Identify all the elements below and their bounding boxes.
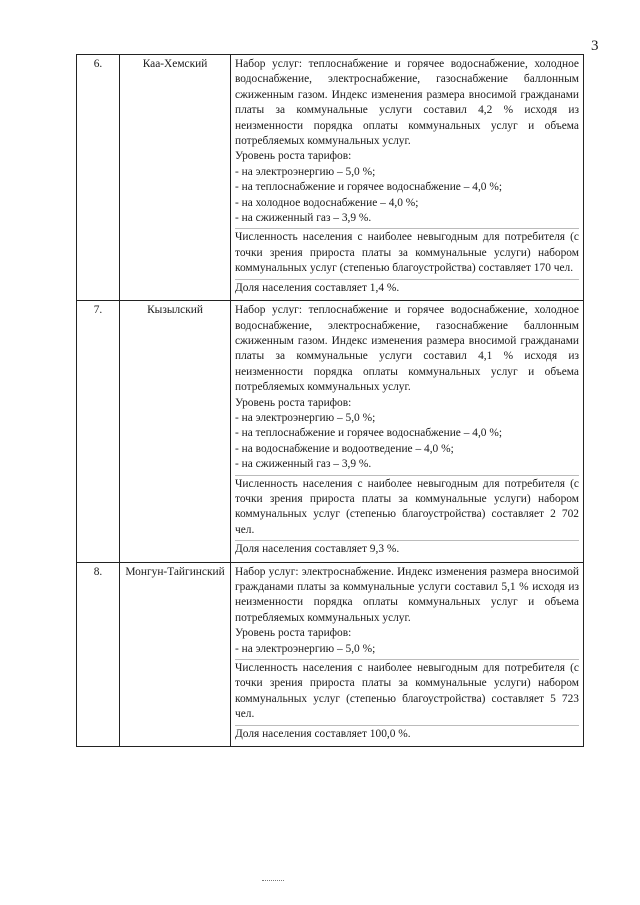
district-name: Кызылский (120, 301, 231, 563)
tariff-item: - на теплоснабжение и горячее водоснабжение – 4,0 %; (235, 427, 502, 440)
tariff-item: - на электроэнергию – 5,0 %; (235, 411, 376, 424)
tariff-heading: Уровень роста тарифов: (235, 627, 352, 640)
tariff-item: - на холодное водоснабжение – 4,0 %; (235, 196, 419, 209)
page-number: 3 (591, 38, 599, 54)
services-text: Набор услуг: электроснабжение. Индекс изменения размера вносимой гражданами платы за коммунальные услуги составил 5,1 % исходя из неизменности порядка оплаты коммунальных услуг и объема потребляемых коммунальных услуг. (235, 565, 579, 624)
population-share: Доля населения составляет 9,3 %. (235, 540, 579, 557)
row-number: 7. (77, 301, 120, 563)
row-number: 8. (77, 562, 120, 746)
services-text: Набор услуг: теплоснабжение и горячее водоснабжение, холодное водоснабжение, электроснабжение, газоснабжение баллонным сжиженным газом. Индекс изменения размера вносимой гражданами платы за коммунальные услуги составил 4,1 % исходя из неизменности порядка оплаты коммунальных услуг и объема потребляемых коммунальных услуг. (235, 304, 579, 394)
tariff-heading: Уровень роста тарифов: (235, 396, 352, 409)
population-text: Численность населения с наиболее невыгодным для потребителя (с точки зрения прироста платы за коммунальные услуги) набором коммунальных услуг (степенью благоустройства) составляет 170 чел. (235, 228, 579, 276)
regions-table (76, 54, 584, 747)
tariff-heading: Уровень роста тарифов: (235, 150, 352, 163)
district-description (231, 55, 584, 301)
tariff-item: - на сжиженный газ – 3,9 %. (235, 212, 372, 225)
population-share: Доля населения составляет 100,0 %. (235, 725, 579, 742)
population-text: Численность населения с наиболее невыгодным для потребителя (с точки зрения прироста платы за коммунальные услуги) набором коммунальных услуг (степенью благоустройства) составляет 2 702 чел. (235, 475, 579, 539)
district-description (231, 301, 584, 563)
table-row (77, 301, 584, 563)
district-name: Монгун-Тайгинский (120, 562, 231, 746)
district-description (231, 562, 584, 746)
row-number: 6. (77, 55, 120, 301)
tariff-item: - на сжиженный газ – 3,9 %. (235, 458, 372, 471)
tariff-item: - на водоснабжение и водоотведение – 4,0 %; (235, 442, 454, 455)
table-row (77, 562, 584, 746)
population-share: Доля населения составляет 1,4 %. (235, 279, 579, 296)
tariff-item: - на электроэнергию – 5,0 %; (235, 642, 376, 655)
scan-mark (262, 880, 284, 882)
tariff-item: - на теплоснабжение и горячее водоснабжение – 4,0 %; (235, 181, 502, 194)
population-text: Численность населения с наиболее невыгодным для потребителя (с точки зрения прироста платы за коммунальные услуги) набором коммунальных услуг (степенью благоустройства) составляет 5 723 чел. (235, 659, 579, 723)
district-name: Каа-Хемский (120, 55, 231, 301)
services-text: Набор услуг: теплоснабжение и горячее водоснабжение, холодное водоснабжение, электроснабжение, газоснабжение баллонным сжиженным газом. Индекс изменения размера вносимой гражданами платы за коммунальные услуги составил 4,2 % исходя из неизменности порядка оплаты коммунальных услуг и объема потребляемых коммунальных услуг. (235, 58, 579, 148)
tariff-item: - на электроэнергию – 5,0 %; (235, 165, 376, 178)
table-row (77, 55, 584, 301)
